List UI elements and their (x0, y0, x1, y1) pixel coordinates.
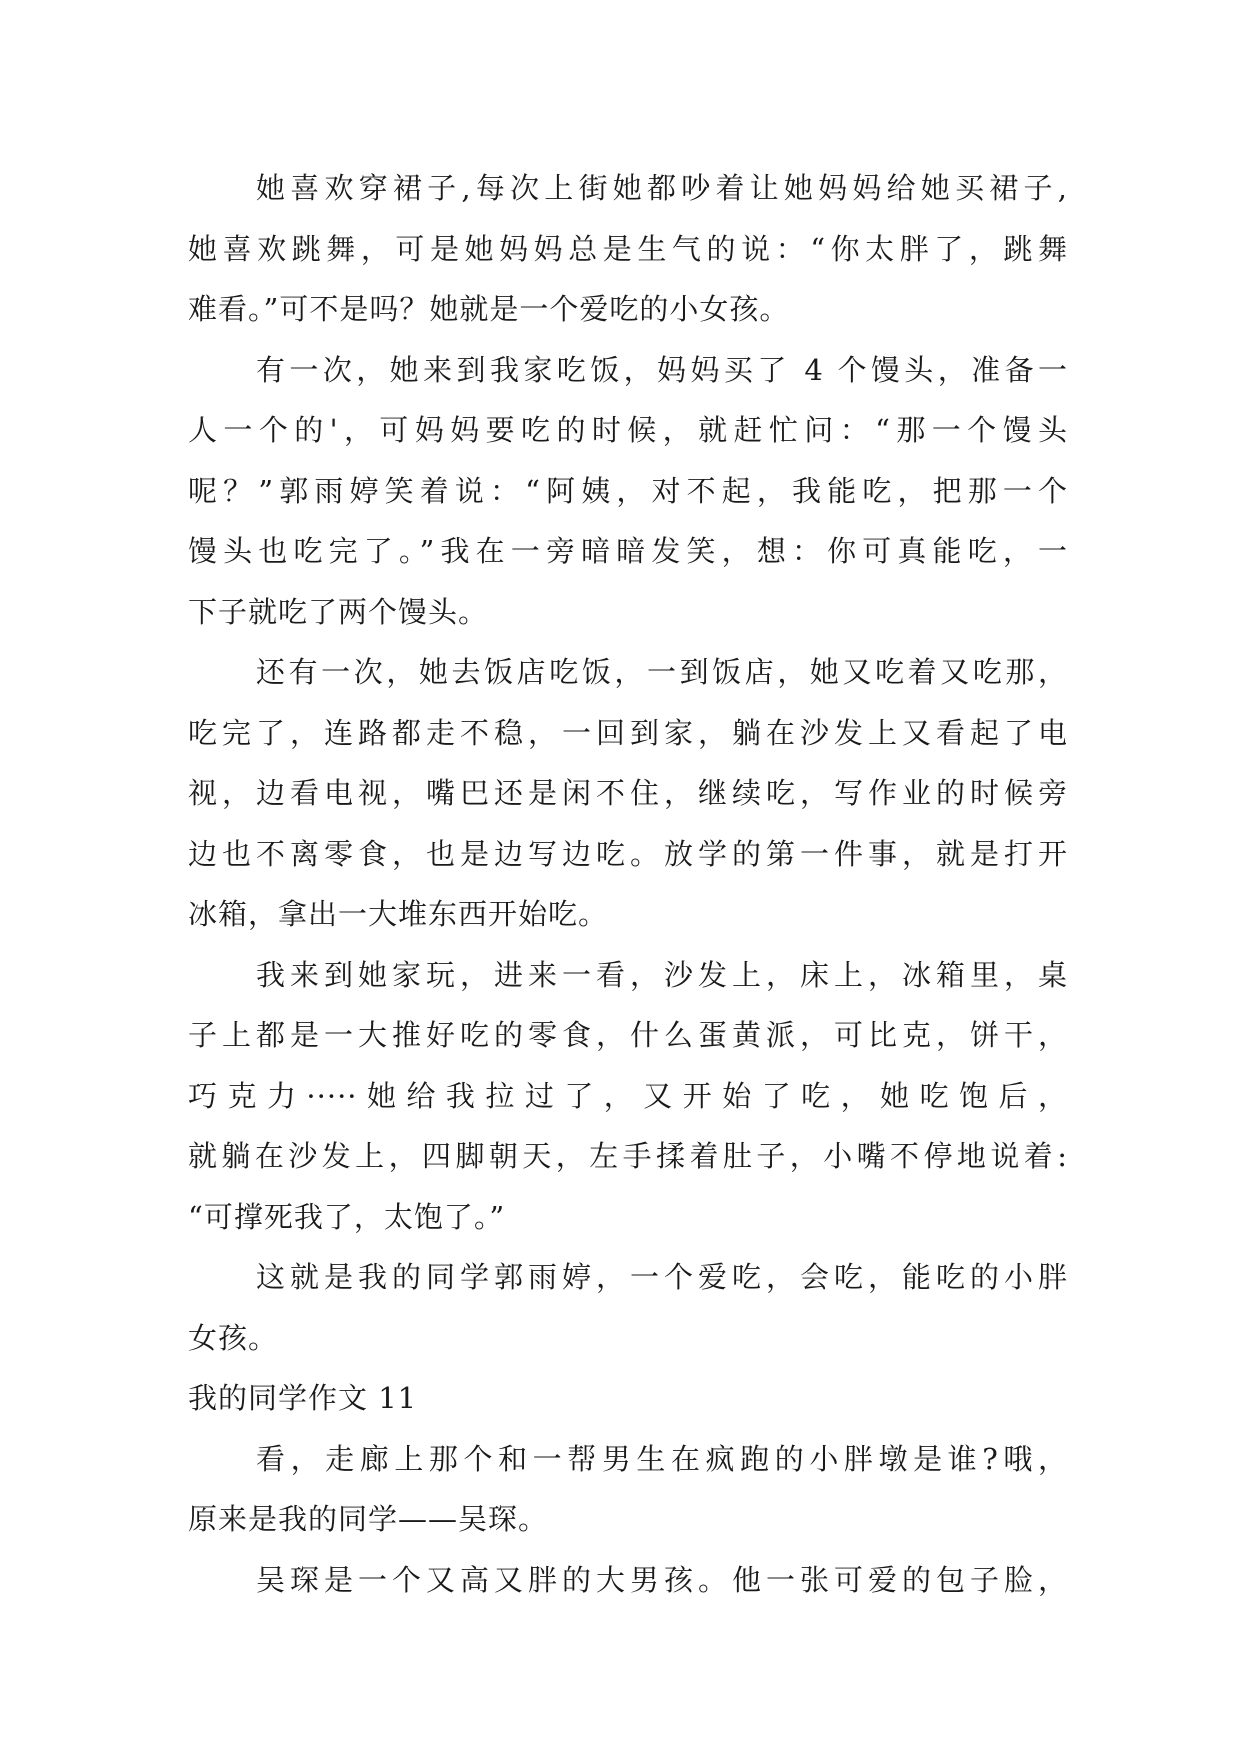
text-line: 吃完了，连路都走不稳，一回到家，躺在沙发上又看起了电 (188, 715, 1068, 750)
text-line: 馒头也吃完了。”我在一旁暗暗发笑，想：你可真能吃，一 (188, 534, 1068, 568)
text-line: 她喜欢跳舞，可是她妈妈总是生气的说：“你太胖了，跳舞 (188, 231, 1068, 266)
text-line: 吴琛是一个又高又胖的大男孩。他一张可爱的包子脸， (256, 1562, 1068, 1597)
text-line: 巧克力·····她给我拉过了，又开始了吃，她吃饱后， (188, 1078, 1068, 1113)
text-line: 冰箱，拿出一大堆东西开始吃。 (188, 897, 609, 931)
text-line: 原来是我的同学——吴琛。 (188, 1502, 549, 1536)
text-line: 难看。”可不是吗？她就是一个爱吃的小女孩。 (188, 292, 790, 326)
text-line: 视，边看电视，嘴巴还是闲不住，继续吃，写作业的时候旁 (188, 776, 1068, 810)
text-line: 呢？”郭雨婷笑着说：“阿姨，对不起，我能吃，把那一个 (188, 473, 1068, 508)
text-line: 人一个的'，可妈妈要吃的时候，就赶忙问：“那一个馒头 (188, 413, 1068, 447)
text-line: 我来到她家玩，进来一看，沙发上，床上，冰箱里，桌 (256, 957, 1068, 992)
text-line: 子上都是一大推好吃的零食，什么蛋黄派，可比克，饼干， (188, 1018, 1068, 1052)
text-line: 边也不离零食，也是边写边吃。放学的第一件事，就是打开 (188, 836, 1068, 871)
text-line: 看，走廊上那个和一帮男生在疯跑的小胖墩是谁?哦， (256, 1441, 1068, 1476)
document-page (188, 158, 1068, 1610)
text-line: “可撑死我了，太饱了。” (188, 1199, 506, 1234)
text-line: 下子就吃了两个馒头。 (188, 594, 489, 629)
text-line: 就躺在沙发上，四脚朝天，左手揉着肚子，小嘴不停地说着: (188, 1139, 1068, 1173)
text-line: 有一次，她来到我家吃饭，妈妈买了 4 个馒头，准备一 (256, 352, 1068, 387)
text-line: 她喜欢穿裙子,每次上街她都吵着让她妈妈给她买裙子, (256, 171, 1068, 205)
text-line: 还有一次，她去饭店吃饭，一到饭店，她又吃着又吃那， (256, 655, 1068, 689)
text-line: 女孩。 (188, 1320, 279, 1355)
text-line: 这就是我的同学郭雨婷，一个爱吃，会吃，能吃的小胖 (256, 1260, 1068, 1294)
section-heading: 我的同学作文 11 (188, 1381, 418, 1415)
